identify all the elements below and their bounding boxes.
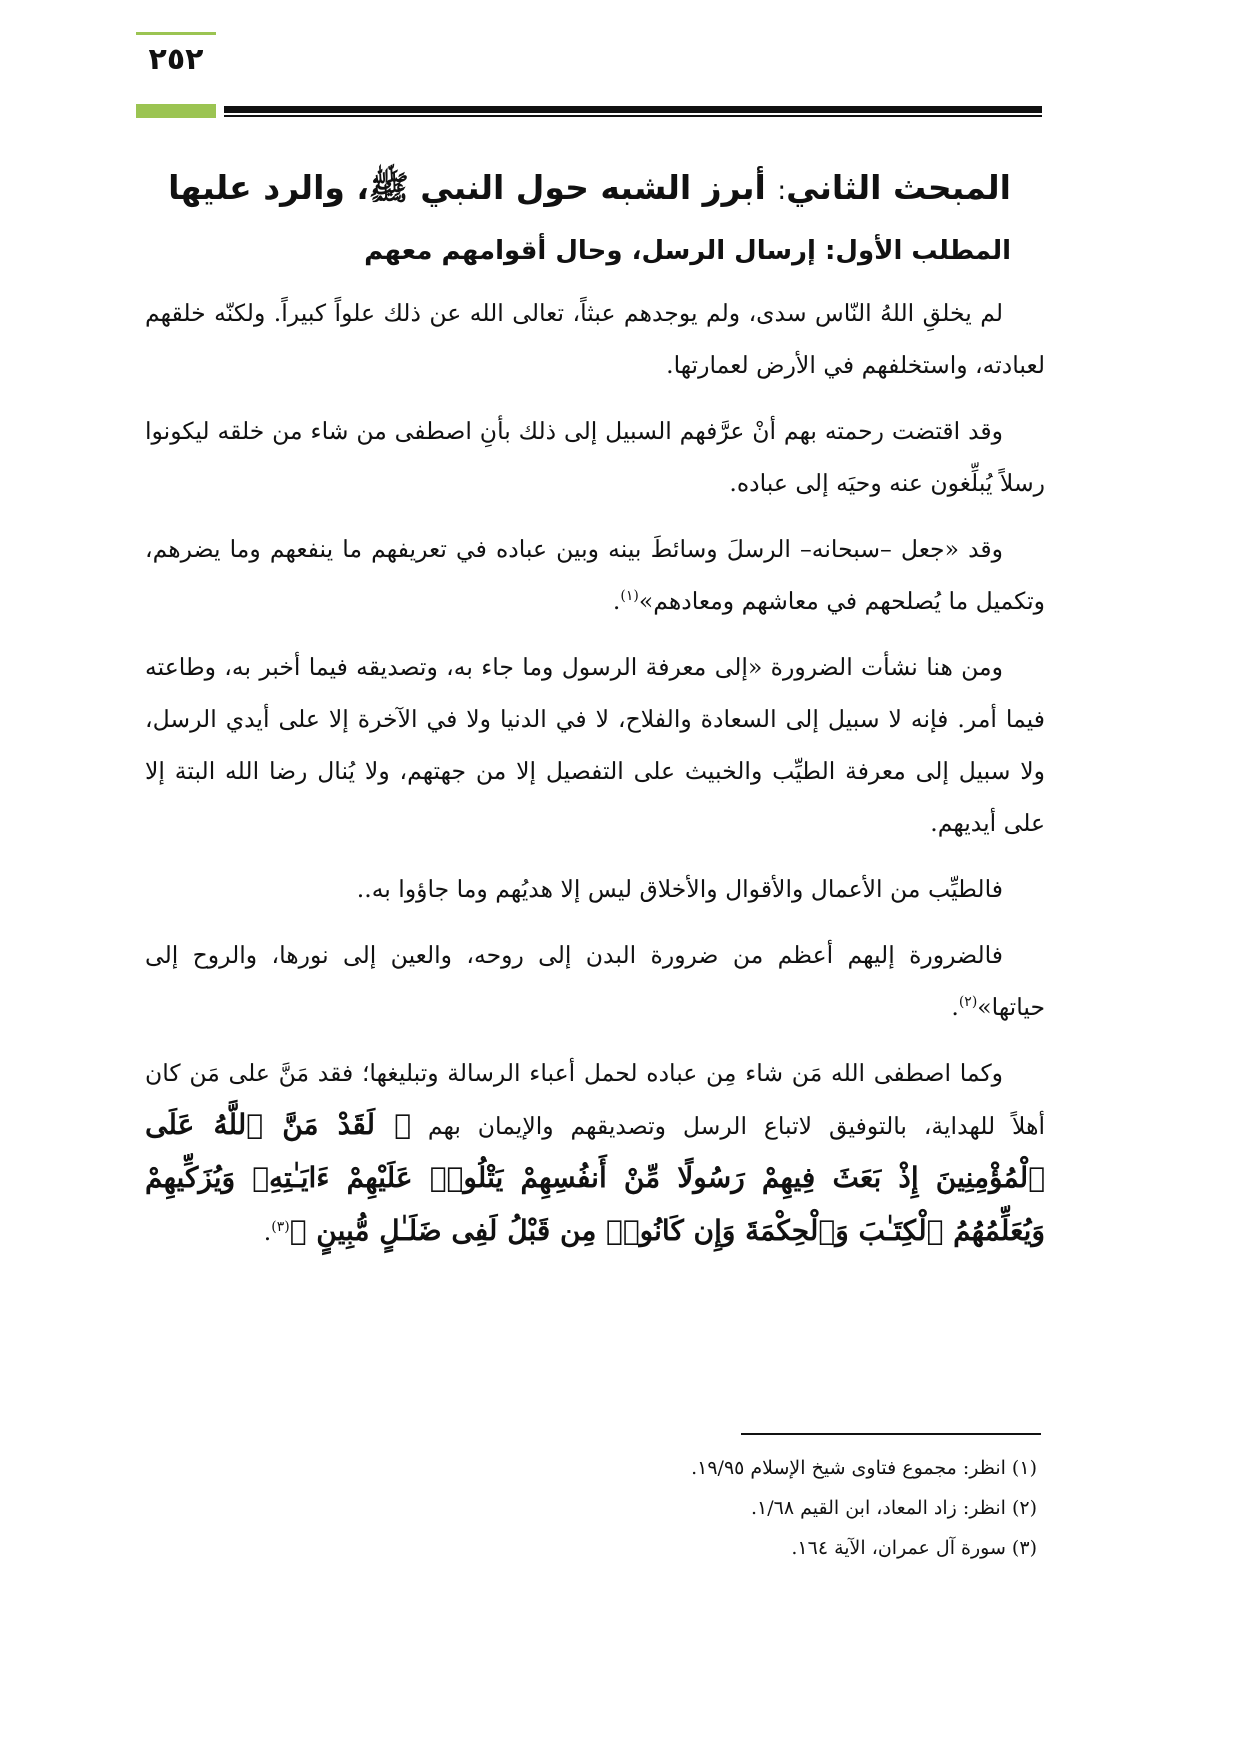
section-title: المطلب الأول: إرسال الرسل، وحال أقوامهم معهم: [364, 236, 1011, 266]
paragraph-4: ومن هنا نشأت الضرورة «إلى معرفة الرسول وما جاء به، وتصديقه فيما أخبر به، وطاعته فيما أمر. فإنه لا سبيل إلى السعادة والفلاح، لا في الدنيا ولا في الآخرة إلا على أيدي الرسل، ولا سبيل إلى معرفة الطيِّب والخبيث على التفصيل إلا من جهتهم، ولا يُنال رضا الله البتة إلا على أيديهم.: [145, 653, 1045, 837]
chapter-title: [145, 160, 1045, 219]
paragraph-7: [145, 1047, 1045, 1258]
footnote-3: (٣) سورة آل عمران، الآية ١٦٤.: [791, 1537, 1037, 1559]
chapter-title-text: أبرز الشبه حول النبي ﷺ، والرد عليها: [168, 168, 766, 207]
footnote-ref-2[interactable]: (٢): [958, 994, 978, 1011]
page-number: ٢٥٢: [148, 42, 204, 77]
footnote-ref-3[interactable]: (٣): [271, 1219, 290, 1236]
page-number-accent-line: [136, 32, 216, 35]
footnote-2: (٢) انظر: زاد المعاد، ابن القيم ١/٦٨.: [750, 1497, 1037, 1519]
footnote-separator: [741, 1433, 1041, 1435]
paragraph-3-end: .: [612, 587, 621, 615]
paragraph-1: لم يخلقِ اللهُ النّاس سدى، ولم يوجدهم عبثاً، تعالى الله عن ذلك علواً كبيراً. ولكنّه خلقهم لعبادته، واستخلفهم في الأرض لعمارتها.: [145, 299, 1045, 379]
header-rule-thick: [224, 106, 1042, 113]
quran-verse: ﴿ لَقَدْ مَنَّ ٱللَّهُ عَلَى ٱلْمُؤْمِنِينَ إِذْ بَعَثَ فِيهِمْ رَسُولًا مِّنْ أَنفُسِهِمْ يَتْلُوا۟ عَلَيْهِمْ ءَايَـٰتِهِۦ وَيُزَكِّيهِمْ وَيُعَلِّمُهُمُ ٱلْكِتَـٰبَ وَٱلْحِكْمَةَ وَإِن كَانُوا۟ مِن قَبْلُ لَفِى ضَلَـٰلٍ مُّبِينٍ ﴾: [145, 1108, 1045, 1247]
paragraph-3-text: وقد «جعل –سبحانه– الرسلَ وسائطَ بينه وبين عباده في تعريفهم ما ينفعهم وما يضرهم، وتكميل ما يُصلحهم في معاشهم ومعادهم»: [145, 535, 1045, 615]
page-body: [145, 160, 1045, 1272]
paragraph-5: فالطيِّب من الأعمال والأقوال والأخلاق ليس إلا هديُهم وما جاؤوا به..: [356, 875, 1003, 903]
paragraph-6: [145, 929, 1045, 1033]
paragraph-7-end: .: [263, 1218, 272, 1246]
chapter-separator: :: [777, 176, 787, 206]
footnote-1: (١) انظر: مجموع فتاوى شيخ الإسلام ١٩/٩٥.: [691, 1457, 1037, 1479]
header-rule-thin: [224, 115, 1042, 117]
paragraph-7-text: وكما اصطفى الله مَن شاء مِن عباده لحمل أعباء الرسالة وتبليغها؛ فقد مَنَّ على مَن كان أهلاً للهداية، بالتوفيق لاتباع الرسل وتصديقهم والإيمان بهم: [145, 1059, 1045, 1140]
paragraph-2: وقد اقتضت رحمته بهم أنْ عرَّفهم السبيل إلى ذلك بأنِ اصطفى من شاء من خلقه ليكونوا رسلاً يُبلِّغون عنه وحيَه إلى عباده.: [145, 417, 1045, 497]
chapter-prefix: المبحث الثاني: [786, 168, 1011, 207]
header-accent-block: [136, 104, 216, 118]
footnotes: [145, 1448, 1045, 1568]
paragraph-6-end: .: [951, 993, 959, 1021]
paragraph-3: [145, 523, 1045, 627]
paragraph-6-text: فالضرورة إليهم أعظم من ضرورة البدن إلى روحه، والعين إلى نورها، والروح إلى حياتها»: [145, 941, 1045, 1021]
footnote-ref-1[interactable]: (١): [620, 588, 639, 605]
